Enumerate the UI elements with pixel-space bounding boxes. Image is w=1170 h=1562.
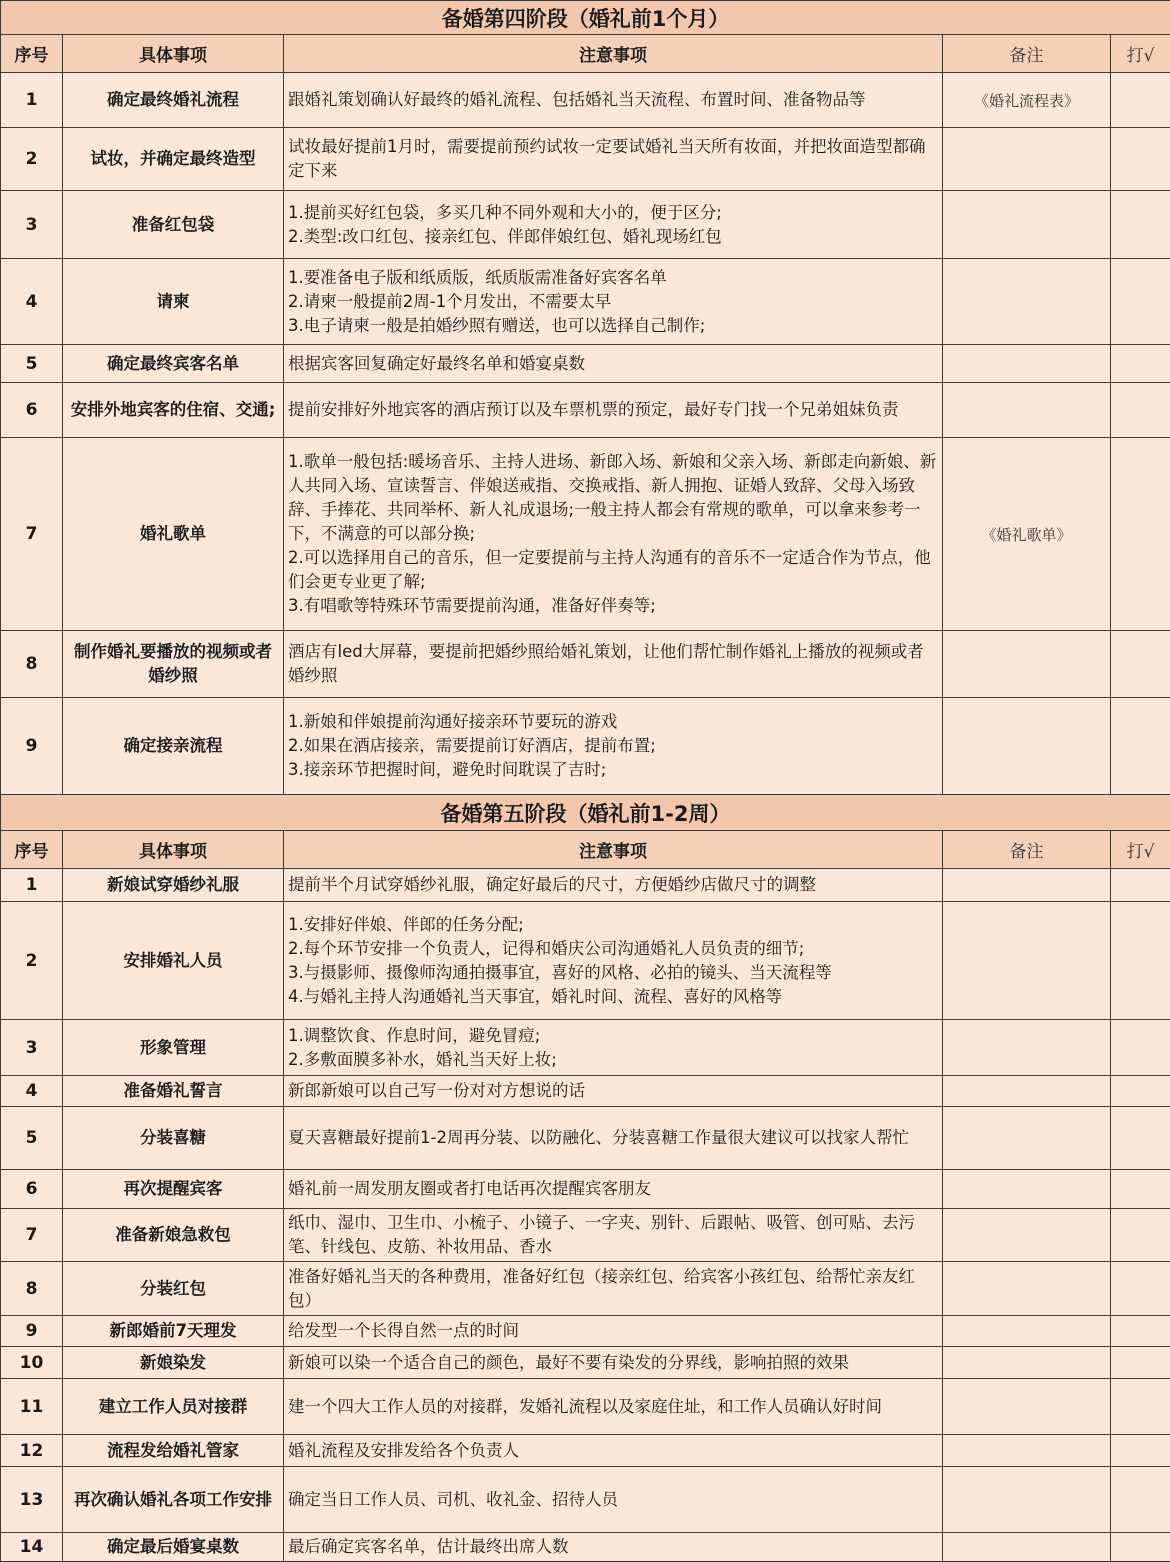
table-row: [1, 1107, 1170, 1170]
row-item: 请柬: [63, 259, 284, 345]
row-notes: 夏天喜糖最好提前1-2周再分装、以防融化、分装喜糖工作量很大建议可以找家人帮忙: [284, 1107, 943, 1170]
row-index: 1: [1, 869, 63, 902]
row-checkbox[interactable]: [1111, 1316, 1170, 1347]
row-remark: [943, 1379, 1111, 1435]
row-notes: 纸巾、湿巾、卫生巾、小梳子、小镜子、一字夹、别针、后跟帖、吸管、创可贴、去污笔、针线包、皮筋、补妆用品、香水: [284, 1209, 943, 1262]
row-index: 5: [1, 1107, 63, 1170]
table-row: [1, 1316, 1170, 1347]
table-row: [1, 631, 1170, 698]
row-item: 建立工作人员对接群: [63, 1379, 284, 1435]
row-remark: [943, 902, 1111, 1020]
row-remark: [943, 631, 1111, 698]
row-remark: 《婚礼流程表》: [943, 73, 1111, 128]
row-checkbox[interactable]: [1111, 345, 1170, 383]
row-notes: 婚礼流程及安排发给各个负责人: [284, 1435, 943, 1467]
row-item: 试妆，并确定最终造型: [63, 128, 284, 191]
row-item: 新娘试穿婚纱礼服: [63, 869, 284, 902]
row-remark: [943, 1435, 1111, 1467]
row-item: 分装红包: [63, 1262, 284, 1316]
row-checkbox[interactable]: [1111, 1379, 1170, 1435]
section-title-row: [1, 795, 1170, 831]
row-index: 12: [1, 1435, 63, 1467]
row-remark: [943, 383, 1111, 438]
row-index: 10: [1, 1347, 63, 1379]
row-checkbox[interactable]: [1111, 73, 1170, 128]
row-index: 11: [1, 1379, 63, 1435]
row-checkbox[interactable]: [1111, 1533, 1170, 1562]
table-row: [1, 902, 1170, 1020]
table-row: [1, 1262, 1170, 1316]
row-index: 13: [1, 1467, 63, 1533]
row-index: 4: [1, 1076, 63, 1107]
row-remark: [943, 1533, 1111, 1562]
row-notes: 新娘可以染一个适合自己的颜色，最好不要有染发的分界线，影响拍照的效果: [284, 1347, 943, 1379]
header-row: [1, 35, 1170, 73]
row-item: 婚礼歌单: [63, 438, 284, 631]
section-title-row: [1, 1, 1170, 35]
row-checkbox[interactable]: [1111, 383, 1170, 438]
row-remark: [943, 1316, 1111, 1347]
row-remark: [943, 345, 1111, 383]
row-notes: 提前半个月试穿婚纱礼服，确定好最后的尺寸，方便婚纱店做尺寸的调整: [284, 869, 943, 902]
row-item: 准备红包袋: [63, 191, 284, 259]
row-checkbox[interactable]: [1111, 191, 1170, 259]
row-notes: 跟婚礼策划确认好最终的婚礼流程、包括婚礼当天流程、布置时间、准备物品等: [284, 73, 943, 128]
row-notes: 酒店有led大屏幕，要提前把婚纱照给婚礼策划，让他们帮忙制作婚礼上播放的视频或者婚纱照: [284, 631, 943, 698]
row-index: 4: [1, 259, 63, 345]
row-notes: 1.安排好伴娘、伴郎的任务分配; 2.每个环节安排一个负责人，记得和婚庆公司沟通婚礼人员负责的细节; 3.与摄影师、摄像师沟通拍摄事宜，喜好的风格、必拍的镜头、当天流程等 4.与婚礼主持人沟通婚礼当天事宜，婚礼时间、流程、喜好的风格等: [284, 902, 943, 1020]
table-row: [1, 1170, 1170, 1209]
row-notes: 最后确定宾客名单，估计最终出席人数: [284, 1533, 943, 1562]
row-item: 新娘染发: [63, 1347, 284, 1379]
row-checkbox[interactable]: [1111, 1347, 1170, 1379]
row-item: 安排外地宾客的住宿、交通;: [63, 383, 284, 438]
row-index: 8: [1, 631, 63, 698]
row-remark: [943, 191, 1111, 259]
header-index: 序号: [1, 35, 63, 73]
row-remark: [943, 1467, 1111, 1533]
row-checkbox[interactable]: [1111, 259, 1170, 345]
row-checkbox[interactable]: [1111, 128, 1170, 191]
row-index: 3: [1, 1020, 63, 1076]
section-title: 备婚第五阶段（婚礼前1-2周）: [1, 795, 1170, 831]
row-checkbox[interactable]: [1111, 438, 1170, 631]
row-remark: [943, 128, 1111, 191]
row-checkbox[interactable]: [1111, 1076, 1170, 1107]
table-row: [1, 345, 1170, 383]
row-item: 确定接亲流程: [63, 698, 284, 795]
table-row: [1, 1467, 1170, 1533]
header-index: 序号: [1, 831, 63, 869]
row-remark: [943, 1107, 1111, 1170]
row-notes: 1.提前买好红包袋，多买几种不同外观和大小的，便于区分; 2.类型:改口红包、接亲红包、伴郎伴娘红包、婚礼现场红包: [284, 191, 943, 259]
row-item: 分装喜糖: [63, 1107, 284, 1170]
row-notes: 建一个四大工作人员的对接群，发婚礼流程以及家庭住址，和工作人员确认好时间: [284, 1379, 943, 1435]
row-index: 7: [1, 438, 63, 631]
row-remark: [943, 1076, 1111, 1107]
header-item: 具体事项: [63, 831, 284, 869]
header-notes: 注意事项: [284, 831, 943, 869]
row-remark: [943, 259, 1111, 345]
table-row: [1, 191, 1170, 259]
row-item: 确定最后婚宴桌数: [63, 1533, 284, 1562]
table-row: [1, 1020, 1170, 1076]
table-row: [1, 1347, 1170, 1379]
row-notes: 1.歌单一般包括:暖场音乐、主持人进场、新郎入场、新娘和父亲入场、新郎走向新娘、新人共同入场、宣读誓言、伴娘送戒指、交换戒指、新人拥抱、证婚人致辞、父母入场致辞、手捧花、共同举杯、新人礼成退场;一般主持人都会有常规的歌单，可以拿来参考一下，不满意的可以部分换; 2.可以选择用自己的音乐，但一定要提前与主持人沟通有的音乐不一定适合作为节点，他们会更专业更了解; 3.有唱歌等特殊环节需要提前沟通，准备好伴奏等;: [284, 438, 943, 631]
header-check: 打√: [1111, 831, 1170, 869]
row-checkbox[interactable]: [1111, 1170, 1170, 1209]
row-item: 流程发给婚礼管家: [63, 1435, 284, 1467]
header-remark: 备注: [943, 831, 1111, 869]
table-row: [1, 1379, 1170, 1435]
table-row: [1, 1209, 1170, 1262]
row-item: 再次确认婚礼各项工作安排: [63, 1467, 284, 1533]
row-notes: 新郎新娘可以自己写一份对对方想说的话: [284, 1076, 943, 1107]
row-checkbox[interactable]: [1111, 902, 1170, 1020]
row-remark: 《婚礼歌单》: [943, 438, 1111, 631]
header-remark: 备注: [943, 35, 1111, 73]
row-index: 6: [1, 1170, 63, 1209]
row-notes: 确定当日工作人员、司机、收礼金、招待人员: [284, 1467, 943, 1533]
row-item: 准备新娘急救包: [63, 1209, 284, 1262]
row-notes: 1.调整饮食、作息时间，避免冒痘; 2.多敷面膜多补水，婚礼当天好上妆;: [284, 1020, 943, 1076]
row-index: 5: [1, 345, 63, 383]
row-notes: 试妆最好提前1月时，需要提前预约试妆一定要试婚礼当天所有妆面，并把妆面造型都确定下来: [284, 128, 943, 191]
table-row: [1, 1435, 1170, 1467]
row-item: 形象管理: [63, 1020, 284, 1076]
row-checkbox[interactable]: [1111, 1209, 1170, 1262]
row-checkbox[interactable]: [1111, 1020, 1170, 1076]
row-index: 7: [1, 1209, 63, 1262]
row-notes: 根据宾客回复确定好最终名单和婚宴桌数: [284, 345, 943, 383]
header-check: 打√: [1111, 35, 1170, 73]
row-index: 6: [1, 383, 63, 438]
row-item: 再次提醒宾客: [63, 1170, 284, 1209]
table-row: [1, 869, 1170, 902]
table-row: [1, 1533, 1170, 1562]
row-remark: [943, 1020, 1111, 1076]
table-row: [1, 438, 1170, 631]
table-row: [1, 1076, 1170, 1107]
row-item: 新郎婚前7天理发: [63, 1316, 284, 1347]
header-item: 具体事项: [63, 35, 284, 73]
row-checkbox[interactable]: [1111, 1435, 1170, 1467]
row-remark: [943, 869, 1111, 902]
row-notes: 1.要准备电子版和纸质版，纸质版需准备好宾客名单 2.请柬一般提前2周-1个月发出，不需要太早 3.电子请柬一般是拍婚纱照有赠送，也可以选择自己制作;: [284, 259, 943, 345]
row-index: 3: [1, 191, 63, 259]
header-row: [1, 831, 1170, 869]
row-notes: 提前安排好外地宾客的酒店预订以及车票机票的预定，最好专门找一个兄弟姐妹负责: [284, 383, 943, 438]
row-item: 安排婚礼人员: [63, 902, 284, 1020]
row-index: 2: [1, 128, 63, 191]
section-title: 备婚第四阶段（婚礼前1个月）: [1, 1, 1170, 35]
row-notes: 给发型一个长得自然一点的时间: [284, 1316, 943, 1347]
row-checkbox[interactable]: [1111, 698, 1170, 795]
row-index: 2: [1, 902, 63, 1020]
row-checkbox[interactable]: [1111, 1262, 1170, 1316]
row-item: 确定最终婚礼流程: [63, 73, 284, 128]
row-index: 8: [1, 1262, 63, 1316]
row-item: 制作婚礼要播放的视频或者婚纱照: [63, 631, 284, 698]
table-row: [1, 259, 1170, 345]
row-notes: 准备好婚礼当天的各种费用，准备好红包（接亲红包、给宾客小孩红包、给帮忙亲友红包）: [284, 1262, 943, 1316]
table-row: [1, 128, 1170, 191]
row-notes: 婚礼前一周发朋友圈或者打电话再次提醒宾客朋友: [284, 1170, 943, 1209]
table-row: [1, 383, 1170, 438]
table-row: [1, 73, 1170, 128]
row-item: 准备婚礼誓言: [63, 1076, 284, 1107]
row-remark: [943, 1347, 1111, 1379]
header-notes: 注意事项: [284, 35, 943, 73]
row-checkbox[interactable]: [1111, 1107, 1170, 1170]
row-checkbox[interactable]: [1111, 1467, 1170, 1533]
row-remark: [943, 1209, 1111, 1262]
row-checkbox[interactable]: [1111, 869, 1170, 902]
row-remark: [943, 698, 1111, 795]
row-index: 9: [1, 1316, 63, 1347]
row-remark: [943, 1170, 1111, 1209]
row-notes: 1.新娘和伴娘提前沟通好接亲环节要玩的游戏 2.如果在酒店接亲，需要提前订好酒店，提前布置; 3.接亲环节把握时间，避免时间耽误了吉时;: [284, 698, 943, 795]
table-row: [1, 698, 1170, 795]
row-index: 1: [1, 73, 63, 128]
row-remark: [943, 1262, 1111, 1316]
row-index: 9: [1, 698, 63, 795]
row-checkbox[interactable]: [1111, 631, 1170, 698]
row-index: 14: [1, 1533, 63, 1562]
row-item: 确定最终宾客名单: [63, 345, 284, 383]
